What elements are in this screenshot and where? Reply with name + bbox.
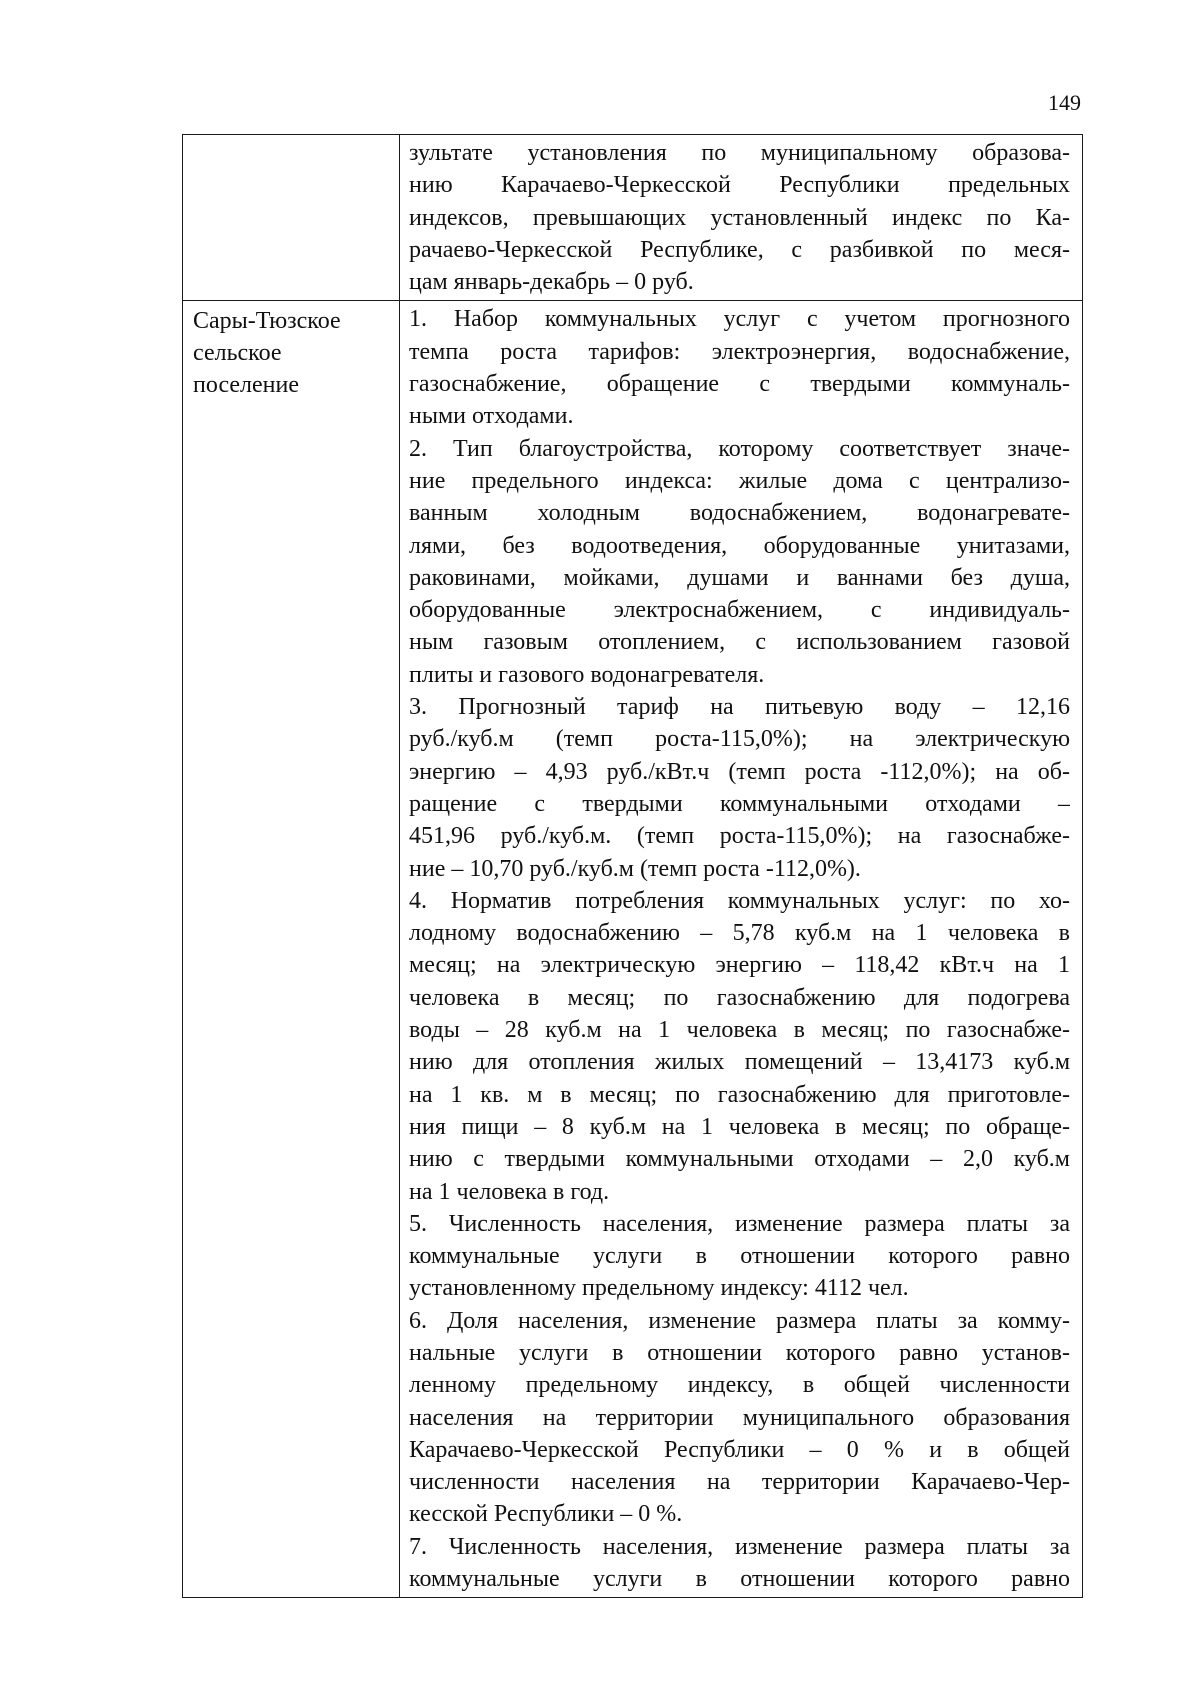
text-line: на 1 человека в год. <box>409 1178 610 1205</box>
text-line: газоснабжение, обращение с твердыми коммуналь- <box>409 371 1070 398</box>
text-line: 2. Тип благоустройства, которому соответствует значе- <box>409 435 1070 462</box>
description-paragraph <box>409 137 1070 298</box>
text-line: воды – 28 куб.м на 1 человека в месяц; по газоснабже- <box>409 1017 1070 1044</box>
text-line: ными отходами. <box>409 403 574 430</box>
text-line: 6. Доля населения, изменение размера платы за комму- <box>409 1307 1070 1334</box>
description-paragraph <box>409 885 1070 1208</box>
text-line: Карачаево-Черкесской Республики – 0 % и в общей <box>409 1436 1070 1463</box>
text-line: нию с твердыми коммунальными отходами – 2,0 куб.м <box>409 1146 1070 1173</box>
description-paragraph <box>409 1531 1070 1596</box>
text-line: раковинами, мойками, душами и ваннами без душа, <box>409 564 1070 591</box>
text-line: на 1 кв. м в месяц; по газоснабжению для приготовле- <box>409 1081 1070 1108</box>
text-line: коммунальные услуги в отношении которого равно <box>409 1243 1070 1270</box>
description-paragraph <box>409 303 1070 432</box>
description-paragraph <box>409 691 1070 885</box>
municipality-name-cell <box>183 135 400 301</box>
description-cell <box>400 301 1083 1598</box>
text-line: 451,96 руб./куб.м. (темп роста-115,0%); на газоснабже- <box>409 823 1070 850</box>
text-line: кесской Республики – 0 %. <box>409 1501 683 1528</box>
text-line: ванным холодным водоснабжением, водонагревате- <box>409 500 1070 527</box>
municipality-name-cell <box>183 301 400 1598</box>
text-line: месяц; на электрическую энергию – 118,42 кВт.ч на 1 <box>409 952 1070 979</box>
text-line: зультате установления по муниципальному образова- <box>409 140 1070 166</box>
table-body <box>183 135 1083 1598</box>
text-line: численности населения на территории Карачаево-Чер- <box>409 1469 1070 1496</box>
text-line: нальные услуги в отношении которого равно установ- <box>409 1339 1070 1366</box>
text-line: установленному предельному индексу: 4112 чел. <box>409 1275 909 1302</box>
text-line: темпа роста тарифов: электроэнергия, водоснабжение, <box>409 338 1070 365</box>
text-line: населения на территории муниципального образования <box>409 1404 1070 1431</box>
municipality-name-line: Сары-Тюзское <box>193 308 341 335</box>
table-row <box>183 301 1083 1598</box>
description-cell <box>400 135 1083 301</box>
text-line: руб./куб.м (темп роста-115,0%); на электрическую <box>409 726 1070 753</box>
text-line: ным газовым отоплением, с использованием газовой <box>409 629 1070 656</box>
description-paragraph <box>409 1305 1070 1531</box>
municipality-name-line: сельское <box>193 340 282 367</box>
description-paragraph <box>409 433 1070 691</box>
page-number: 149 <box>1048 90 1081 115</box>
text-line: нию Карачаево-Черкесской Республики предельных <box>409 172 1070 199</box>
text-line: индексов, превышающих установленный индекс по Ка- <box>409 204 1070 231</box>
text-line: человека в месяц; по газоснабжению для подогрева <box>409 984 1070 1011</box>
text-line: ния пищи – 8 куб.м на 1 человека в месяц; по обраще- <box>409 1113 1070 1140</box>
text-line: лодному водоснабжению – 5,78 куб.м на 1 человека в <box>409 920 1070 947</box>
text-line: оборудованные электроснабжением, с индивидуаль- <box>409 597 1070 624</box>
municipal-index-table <box>182 134 1083 1598</box>
municipality-name-line: поселение <box>193 372 300 399</box>
text-line: 1. Набор коммунальных услуг с учетом прогнозного <box>409 306 1070 333</box>
text-line: 4. Норматив потребления коммунальных услуг: по хо- <box>409 887 1070 914</box>
text-line: 3. Прогнозный тариф на питьевую воду – 12,16 <box>409 694 1070 721</box>
text-line: нию для отопления жилых помещений – 13,4173 куб.м <box>409 1049 1070 1076</box>
text-line: цам январь-декабрь – 0 руб. <box>409 269 694 296</box>
text-line: энергию – 4,93 руб./кВт.ч (темп роста -112,0%); на об- <box>409 758 1070 785</box>
text-line: ние предельного индекса: жилые дома с централизо- <box>409 467 1070 494</box>
text-line: лями, без водоотведения, оборудованные унитазами, <box>409 532 1070 559</box>
text-line: коммунальные услуги в отношении которого равно <box>409 1566 1070 1593</box>
table-row <box>183 135 1083 301</box>
text-line: ленному предельному индексу, в общей численности <box>409 1372 1070 1399</box>
text-line: рачаево-Черкесской Республике, с разбивкой по меся- <box>409 236 1070 263</box>
description-paragraph <box>409 1208 1070 1305</box>
text-line: плиты и газового водонагревателя. <box>409 661 765 688</box>
text-line: 7. Численность населения, изменение размера платы за <box>409 1533 1070 1560</box>
text-line: ращение с твердыми коммунальными отходами – <box>409 790 1070 817</box>
text-line: 5. Численность населения, изменение размера платы за <box>409 1210 1070 1237</box>
text-line: ние – 10,70 руб./куб.м (темп роста -112,0%). <box>409 855 861 882</box>
